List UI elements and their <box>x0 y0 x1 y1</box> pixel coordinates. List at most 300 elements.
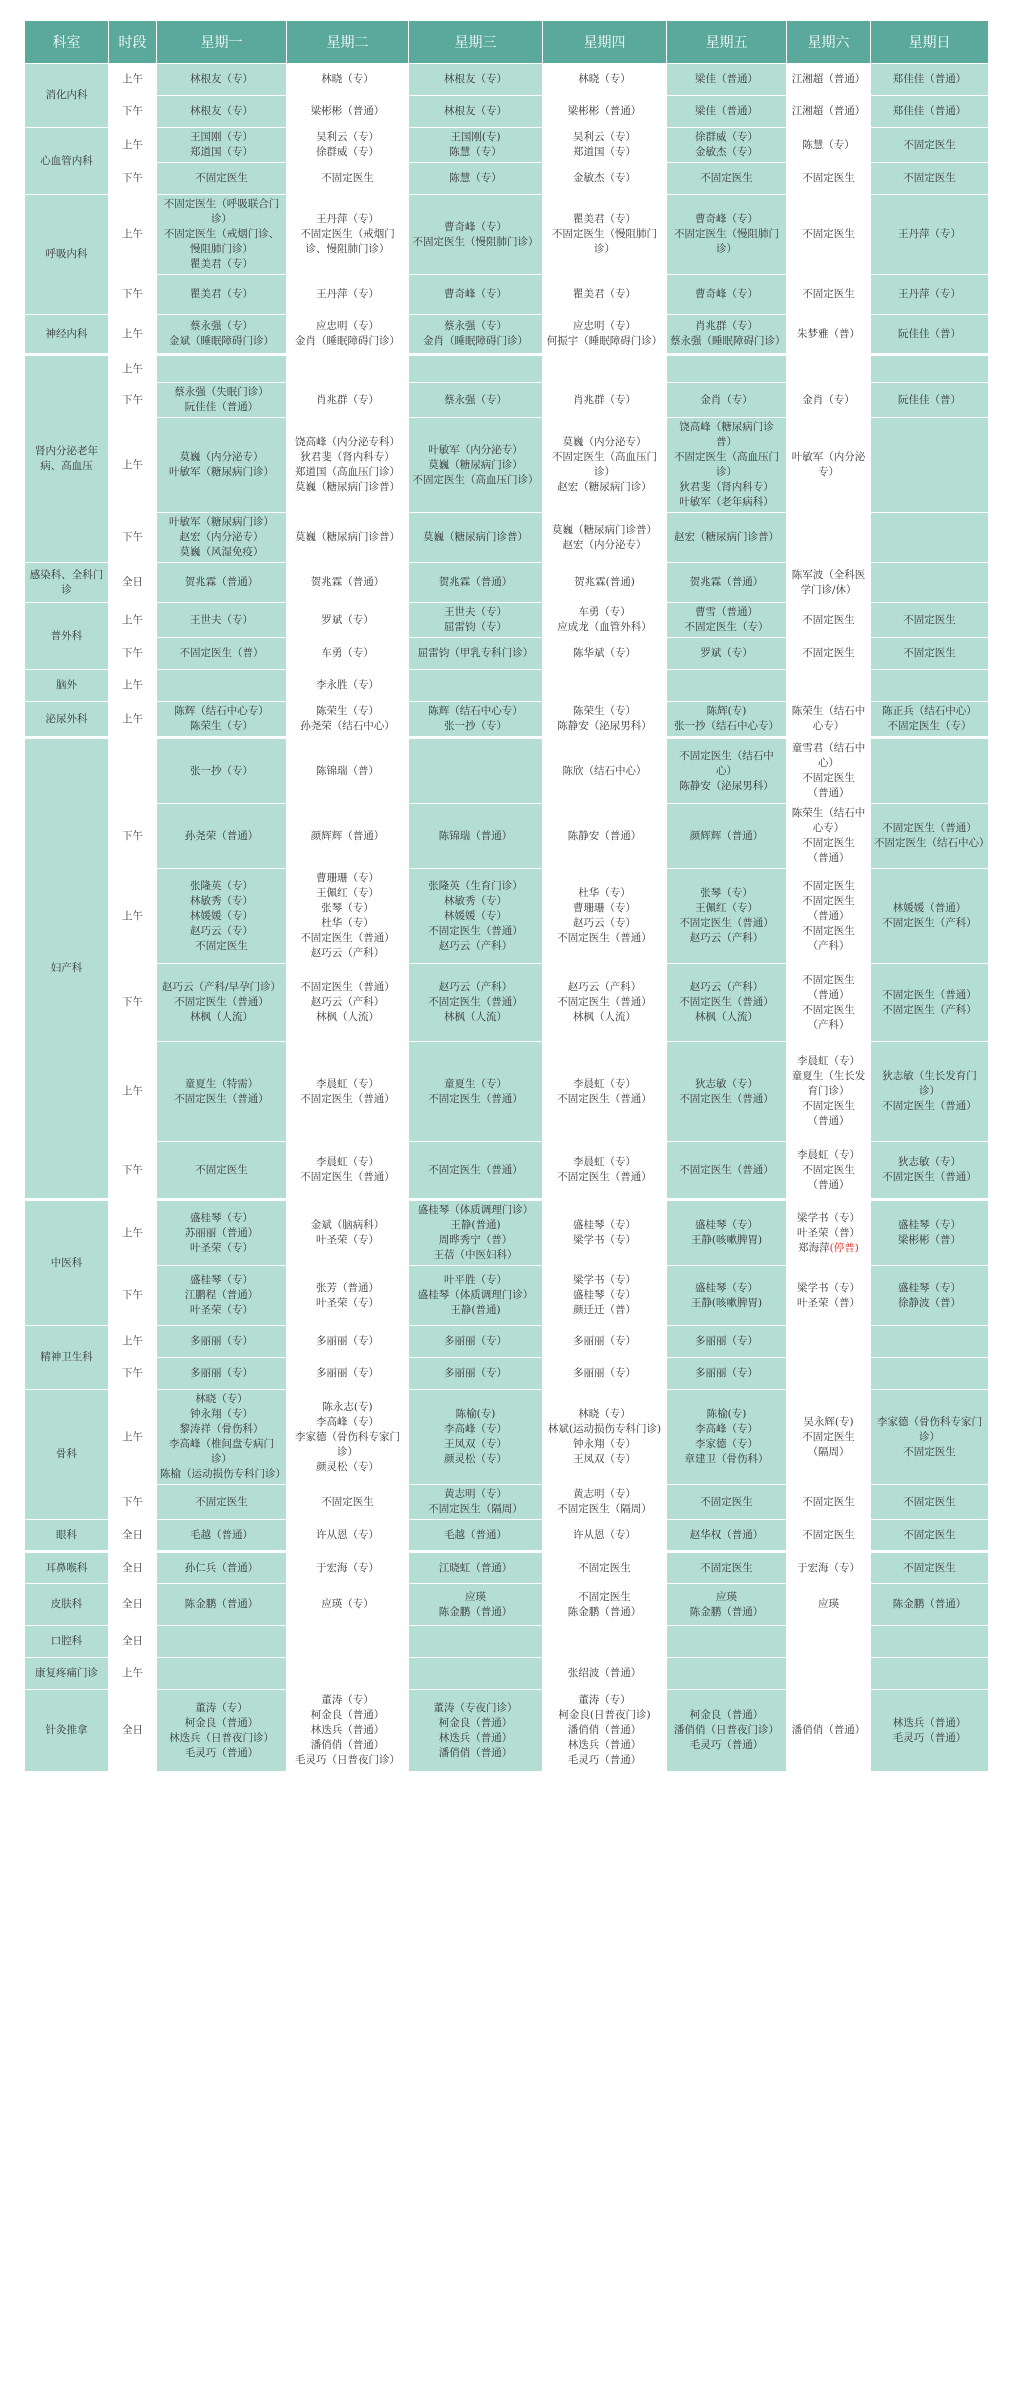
schedule-cell <box>871 355 989 383</box>
schedule-cell: 不固定医生 <box>157 1485 287 1520</box>
schedule-cell: 叶敏军（内分泌专） <box>787 418 871 513</box>
period-cell: 上午 <box>109 64 157 96</box>
schedule-cell: 贺兆霖（普通） <box>157 563 287 603</box>
schedule-cell: 江湘超（普通） <box>787 64 871 96</box>
schedule-cell: 不固定医生（结石中心） 陈静安（泌尿男科） <box>667 738 787 804</box>
schedule-cell <box>787 670 871 702</box>
schedule-cell: 盛桂琴（专） 梁学书（专） <box>543 1200 667 1266</box>
schedule-cell: 盛桂琴（专） 梁彬彬（普） <box>871 1200 989 1266</box>
schedule-cell <box>409 1626 543 1658</box>
schedule-cell: 张绍波（普通） <box>543 1658 667 1690</box>
table-row <box>25 1626 989 1658</box>
schedule-cell <box>287 355 409 383</box>
schedule-cell: 陈华斌（专） <box>543 638 667 670</box>
period-cell: 全日 <box>109 1552 157 1584</box>
schedule-cell: 陈欣（结石中心） <box>543 738 667 804</box>
schedule-cell: 张琴（专） 王佩红（专） 不固定医生（普通） 赵巧云（产科） <box>667 869 787 964</box>
schedule-cell: 贺兆霖（普通） <box>667 563 787 603</box>
schedule-cell: 阮佳佳（普） <box>871 383 989 418</box>
schedule-cell: 多丽丽（专） <box>287 1358 409 1390</box>
schedule-cell: 孙尧荣（普通） <box>157 804 287 869</box>
schedule-cell: 肖兆群（专） <box>543 383 667 418</box>
schedule-cell: 肖兆群（专） <box>287 383 409 418</box>
schedule-cell <box>871 1358 989 1390</box>
schedule-cell: 孙仁兵（普通） <box>157 1552 287 1584</box>
header-sunday: 星期日 <box>871 21 989 64</box>
schedule-cell: 董涛（专夜门诊） 柯金良（普通） 林迭兵（普通） 潘俏俏（普通） <box>409 1690 543 1772</box>
schedule-cell: 盛桂琴（专） 苏丽丽（普通） 叶圣荣（专） <box>157 1200 287 1266</box>
schedule-cell: 林晓（专） 钟永翔（专） 黎涛祥（骨伤科） 李高峰（椎间盘专病门诊） 陈榆（运动损伤专科门诊） <box>157 1390 287 1485</box>
schedule-cell: 不固定医生 <box>871 1485 989 1520</box>
department-cell: 神经内科 <box>25 315 109 355</box>
schedule-cell: 多丽丽（专） <box>543 1326 667 1358</box>
period-cell: 上午 <box>109 1658 157 1690</box>
department-cell: 心血管内科 <box>25 128 109 195</box>
schedule-cell: 李家德（骨伤科专家门诊） 不固定医生 <box>871 1390 989 1485</box>
schedule-cell: 不固定医生 <box>871 128 989 163</box>
schedule-cell: 梁佳（普通） <box>667 96 787 128</box>
schedule-cell: 王国刚(专) 陈慧（专） <box>409 128 543 163</box>
schedule-cell: 金肖（专） <box>667 383 787 418</box>
schedule-cell: 饶高峰（糖尿病门诊普） 不固定医生（高血压门诊） 狄君斐（肾内科专） 叶敏军（老年病科） <box>667 418 787 513</box>
department-cell: 中医科 <box>25 1200 109 1326</box>
schedule-cell: 不固定医生 <box>287 163 409 195</box>
schedule-cell: 屈雷钧（甲乳专科门诊） <box>409 638 543 670</box>
period-cell: 上午 <box>109 1200 157 1266</box>
table-row <box>25 128 989 163</box>
schedule-cell: 瞿美君（专） <box>543 275 667 315</box>
schedule-cell: 不固定医生 <box>667 163 787 195</box>
schedule-cell: 陈荣生（专） 孙尧荣（结石中心） <box>287 702 409 738</box>
schedule-cell: 盛桂琴（专） 徐静波（普） <box>871 1266 989 1326</box>
table-row <box>25 869 989 964</box>
schedule-cell <box>787 355 871 383</box>
schedule-cell <box>787 1326 871 1358</box>
schedule-cell: 于宏海（专） <box>787 1552 871 1584</box>
schedule-cell: 吴利云（专） 徐群威（专） <box>287 128 409 163</box>
schedule-cell: 王国刚（专） 郑道国（专） <box>157 128 287 163</box>
schedule-cell: 毛越（普通） <box>409 1520 543 1552</box>
schedule-cell: 陈辉（结石中心专） 张一抄（专） <box>409 702 543 738</box>
table-row <box>25 804 989 869</box>
schedule-cell: 不固定医生 <box>667 1485 787 1520</box>
schedule-cell: 梁学书（专） 叶圣荣（普） <box>787 1266 871 1326</box>
schedule-cell: 赵巧云（产科/早孕门诊） 不固定医生（普通） 林枫（人流） <box>157 964 287 1042</box>
table-row <box>25 1658 989 1690</box>
schedule-cell: 不固定医生（普通） 不固定医生（结石中心） <box>871 804 989 869</box>
schedule-cell: 王丹萍（专） <box>287 275 409 315</box>
period-cell: 上午 <box>109 702 157 738</box>
schedule-cell: 多丽丽（专） <box>157 1326 287 1358</box>
schedule-cell: 不固定医生（普通） <box>667 1142 787 1200</box>
schedule-cell <box>287 1626 409 1658</box>
department-cell: 感染科、全科门诊 <box>25 563 109 603</box>
schedule-cell: 梁彬彬（普通） <box>543 96 667 128</box>
schedule-cell: 应瑛 陈金鹏（普通） <box>667 1584 787 1626</box>
table-row <box>25 418 989 513</box>
table-row <box>25 1520 989 1552</box>
schedule-cell <box>871 670 989 702</box>
period-cell: 下午 <box>109 383 157 418</box>
period-cell: 下午 <box>109 804 157 869</box>
schedule-cell: 不固定医生 <box>787 275 871 315</box>
header-tuesday: 星期二 <box>287 21 409 64</box>
table-row <box>25 195 989 275</box>
schedule-cell <box>157 1626 287 1658</box>
schedule-cell: 金肖（专） <box>787 383 871 418</box>
schedule-cell: 童雪君（结石中心） 不固定医生 （普通） <box>787 738 871 804</box>
period-cell: 上午 <box>109 1042 157 1142</box>
schedule-cell: 李晨虹（专） 不固定医生 （普通） <box>787 1142 871 1200</box>
schedule-cell: 应瑛 陈金鹏（普通） <box>409 1584 543 1626</box>
schedule-cell: 不固定医生 <box>287 1485 409 1520</box>
period-cell: 下午 <box>109 275 157 315</box>
schedule-cell: 阮佳佳（普） <box>871 315 989 355</box>
schedule-cell: 郑佳佳（普通） <box>871 96 989 128</box>
schedule-cell <box>543 1626 667 1658</box>
schedule-cell: 多丽丽（专） <box>409 1326 543 1358</box>
schedule-cell: 不固定医生 <box>871 603 989 638</box>
table-row <box>25 315 989 355</box>
table-row <box>25 1042 989 1142</box>
schedule-cell: 王丹萍（专） 不固定医生（戒烟门诊、慢阻肺门诊） <box>287 195 409 275</box>
schedule-cell: 董涛（专） 柯金良（普通） 林迭兵（普通） 潘俏俏（普通） 毛灵巧（日普夜门诊） <box>287 1690 409 1772</box>
schedule-cell: 赵华权（普通） <box>667 1520 787 1552</box>
table-row <box>25 964 989 1042</box>
schedule-cell <box>787 1358 871 1390</box>
schedule-cell: 江晓虹（普通） <box>409 1552 543 1584</box>
schedule-cell: 吴永辉(专) 不固定医生 （隔周） <box>787 1390 871 1485</box>
schedule-cell: 不固定医生 <box>871 1552 989 1584</box>
schedule-cell: 陈锦瑞（普） <box>287 738 409 804</box>
table-row <box>25 1358 989 1390</box>
doctor-schedule-table <box>24 20 989 1772</box>
schedule-cell <box>157 670 287 702</box>
schedule-cell: 盛桂琴（专） 王静(咳嗽脾胃) <box>667 1200 787 1266</box>
suspended-note: (停普) <box>829 1241 859 1254</box>
table-row <box>25 1390 989 1485</box>
schedule-cell: 不固定医生 <box>871 163 989 195</box>
schedule-cell: 多丽丽（专） <box>667 1326 787 1358</box>
schedule-cell: 陈锦瑞（普通） <box>409 804 543 869</box>
schedule-cell <box>667 1658 787 1690</box>
schedule-cell: 曹奇峰（专） <box>409 275 543 315</box>
schedule-cell <box>871 738 989 804</box>
schedule-cell: 应忠明（专） 何振宇（睡眠障碍门诊） <box>543 315 667 355</box>
department-cell: 精神卫生科 <box>25 1326 109 1390</box>
schedule-cell: 多丽丽（专） <box>667 1358 787 1390</box>
schedule-cell: 不固定医生 <box>787 195 871 275</box>
table-row <box>25 275 989 315</box>
department-cell: 眼科 <box>25 1520 109 1552</box>
schedule-cell <box>787 1658 871 1690</box>
schedule-cell: 贺兆霖（普通） <box>409 563 543 603</box>
schedule-cell: 莫巍（糖尿病门诊普） 赵宏（内分泌专） <box>543 513 667 563</box>
schedule-cell: 金敏杰（专） <box>543 163 667 195</box>
table-row <box>25 738 989 804</box>
schedule-cell: 不固定医生 <box>871 638 989 670</box>
schedule-cell: 陈辉（结石中心专） 陈荣生（专） <box>157 702 287 738</box>
schedule-cell: 江湘超（普通） <box>787 96 871 128</box>
schedule-cell: 不固定医生 （普通） 不固定医生 （产科） <box>787 964 871 1042</box>
schedule-cell: 林根友（专） <box>409 96 543 128</box>
schedule-cell: 陈慧（专） <box>787 128 871 163</box>
schedule-cell: 不固定医生 <box>157 1142 287 1200</box>
department-cell: 脑外 <box>25 670 109 702</box>
schedule-cell: 董涛（专） 柯金良（普通） 林迭兵（日普夜门诊） 毛灵巧（普通） <box>157 1690 287 1772</box>
period-cell: 全日 <box>109 1690 157 1772</box>
header-saturday: 星期六 <box>787 21 871 64</box>
schedule-cell <box>871 563 989 603</box>
department-cell: 针灸推拿 <box>25 1690 109 1772</box>
department-cell: 骨科 <box>25 1390 109 1520</box>
schedule-cell: 贺兆霖(普通) <box>543 563 667 603</box>
department-cell: 康复疼痛门诊 <box>25 1658 109 1690</box>
schedule-cell: 王世夫（专） <box>157 603 287 638</box>
schedule-cell: 莫巍（糖尿病门诊普） <box>409 513 543 563</box>
schedule-cell: 多丽丽（专） <box>287 1326 409 1358</box>
schedule-cell <box>871 513 989 563</box>
schedule-cell: 王世夫（专） 屈雷钧（专） <box>409 603 543 638</box>
schedule-cell <box>787 1626 871 1658</box>
period-cell: 下午 <box>109 1485 157 1520</box>
schedule-cell: 林晓（专） 林斌(运动损伤专科门诊) 钟永翔（专） 王凤双（专） <box>543 1390 667 1485</box>
schedule-cell: 林媛媛（普通） 不固定医生（产科） <box>871 869 989 964</box>
schedule-cell <box>871 418 989 513</box>
table-row <box>25 1266 989 1326</box>
schedule-cell: 杜华（专） 曹珊珊（专） 赵巧云（专） 不固定医生（普通） <box>543 869 667 964</box>
schedule-cell: 盛桂琴（专） 王静(咳嗽脾胃) <box>667 1266 787 1326</box>
schedule-cell: 贺兆霖（普通） <box>287 563 409 603</box>
schedule-cell: 陈辉(专) 张一抄（结石中心专） <box>667 702 787 738</box>
schedule-cell: 张芳（普通） 叶圣荣（专） <box>287 1266 409 1326</box>
schedule-cell: 狄志敏（生长发育门诊） 不固定医生（普通） <box>871 1042 989 1142</box>
table-row <box>25 163 989 195</box>
schedule-cell: 饶高峰（内分泌专科） 狄君斐（肾内科专） 郑道国（高血压门诊） 莫巍（糖尿病门诊普） <box>287 418 409 513</box>
period-cell: 上午 <box>109 195 157 275</box>
schedule-cell <box>409 670 543 702</box>
schedule-cell: 张一抄（专） <box>157 738 287 804</box>
schedule-cell: 罗斌（专） <box>667 638 787 670</box>
schedule-cell: 陈金鹏（普通） <box>157 1584 287 1626</box>
period-cell: 上午 <box>109 1326 157 1358</box>
period-cell: 上午 <box>109 355 157 383</box>
table-row <box>25 96 989 128</box>
schedule-cell: 莫巍（糖尿病门诊普） <box>287 513 409 563</box>
period-cell: 全日 <box>109 563 157 603</box>
schedule-cell <box>543 670 667 702</box>
schedule-cell: 盛桂琴（专） 江鹏程（普通） 叶圣荣（专） <box>157 1266 287 1326</box>
table-row <box>25 702 989 738</box>
table-row <box>25 383 989 418</box>
table-row <box>25 603 989 638</box>
schedule-cell <box>543 355 667 383</box>
period-cell: 下午 <box>109 96 157 128</box>
schedule-cell-text: 梁学书（专） 叶圣荣（普） 郑海萍 <box>797 1211 860 1254</box>
schedule-cell: 不固定医生 陈金鹏（普通） <box>543 1584 667 1626</box>
schedule-cell: 曹奇峰（专） 不固定医生（慢阻肺门诊） <box>409 195 543 275</box>
schedule-cell: 黄志明（专） 不固定医生（隔周） <box>409 1485 543 1520</box>
department-cell: 妇产科 <box>25 738 109 1200</box>
schedule-cell: 不固定医生（呼吸联合门诊） 不固定医生（戒烟门诊、慢阻肺门诊） 瞿美君（专） <box>157 195 287 275</box>
period-cell: 下午 <box>109 1266 157 1326</box>
schedule-cell: 梁佳（普通） <box>667 64 787 96</box>
schedule-cell: 不固定医生 <box>787 638 871 670</box>
schedule-cell: 林根友（专） <box>157 96 287 128</box>
period-cell: 下午 <box>109 964 157 1042</box>
schedule-cell: 不固定医生 <box>543 1552 667 1584</box>
period-cell: 全日 <box>109 1584 157 1626</box>
schedule-cell: 童夏生（特需） 不固定医生（普通） <box>157 1042 287 1142</box>
table-row <box>25 64 989 96</box>
schedule-cell: 不固定医生 <box>787 603 871 638</box>
schedule-cell: 蔡永强（专） <box>409 383 543 418</box>
schedule-body <box>25 64 989 1772</box>
schedule-cell: 许从恩（专） <box>543 1520 667 1552</box>
schedule-cell: 王丹萍（专） <box>871 195 989 275</box>
period-cell <box>109 738 157 804</box>
department-cell: 肾内分泌老年病、高血压 <box>25 355 109 563</box>
schedule-cell: 盛桂琴（体质调理门诊） 王静(普通) 周晔秀宁（普） 王蓓（中医妇科） <box>409 1200 543 1266</box>
table-row <box>25 1200 989 1266</box>
schedule-cell: 林根友（专） <box>409 64 543 96</box>
schedule-cell <box>157 1658 287 1690</box>
schedule-cell: 徐群威（专） 金敏杰（专） <box>667 128 787 163</box>
header-row <box>25 21 989 64</box>
schedule-cell: 赵巧云（产科） 不固定医生（普通） 林枫（人流） <box>409 964 543 1042</box>
schedule-cell: 陈慧（专） <box>409 163 543 195</box>
schedule-cell: 叶敏军（糖尿病门诊） 赵宏（内分泌专） 莫巍（风湿免疫） <box>157 513 287 563</box>
schedule-cell <box>287 1658 409 1690</box>
header-thursday: 星期四 <box>543 21 667 64</box>
schedule-cell: 车勇（专） 应成龙（血管外科） <box>543 603 667 638</box>
schedule-cell: 张隆英（生育门诊） 林敏秀（专） 林媛媛（专） 不固定医生（普通） 赵巧云（产科） <box>409 869 543 964</box>
schedule-cell: 赵巧云（产科） 不固定医生（普通） 林枫（人流） <box>543 964 667 1042</box>
schedule-cell: 林晓（专） <box>287 64 409 96</box>
schedule-cell: 于宏海（专） <box>287 1552 409 1584</box>
department-cell: 普外科 <box>25 603 109 670</box>
schedule-cell: 梁彬彬（普通） <box>287 96 409 128</box>
table-row <box>25 1690 989 1772</box>
period-cell: 上午 <box>109 869 157 964</box>
schedule-cell <box>871 1626 989 1658</box>
schedule-cell: 李晨虹（专） 不固定医生（普通） <box>287 1142 409 1200</box>
schedule-cell: 吴利云（专） 郑道国（专） <box>543 128 667 163</box>
period-cell: 上午 <box>109 315 157 355</box>
schedule-cell: 蔡永强（专） 金肖（睡眠障碍门诊） <box>409 315 543 355</box>
period-cell: 上午 <box>109 418 157 513</box>
header-dept: 科室 <box>25 21 109 64</box>
schedule-cell: 赵巧云（产科） 不固定医生（普通） 林枫（人流） <box>667 964 787 1042</box>
schedule-cell: 应瑛（专） <box>287 1584 409 1626</box>
schedule-cell: 李晨虹（专） 不固定医生（普通） <box>287 1042 409 1142</box>
schedule-cell: 不固定医生 <box>787 163 871 195</box>
table-row <box>25 355 989 383</box>
schedule-cell: 郑佳佳（普通） <box>871 64 989 96</box>
schedule-cell: 瞿美君（专） 不固定医生（慢阻肺门诊） <box>543 195 667 275</box>
period-cell: 下午 <box>109 1142 157 1200</box>
schedule-container <box>24 20 988 1772</box>
schedule-cell: 叶平胜（专） 盛桂琴（体质调理门诊） 王静(普通) <box>409 1266 543 1326</box>
schedule-cell: 陈荣生（专） 陈静安（泌尿男科） <box>543 702 667 738</box>
schedule-cell: 不固定医生（普通） 赵巧云（产科） 林枫（人流） <box>287 964 409 1042</box>
schedule-cell <box>409 355 543 383</box>
department-cell: 口腔科 <box>25 1626 109 1658</box>
schedule-cell: 毛越（普通） <box>157 1520 287 1552</box>
schedule-cell: 陈正兵（结石中心） 不固定医生（专） <box>871 702 989 738</box>
schedule-cell: 多丽丽（专） <box>157 1358 287 1390</box>
schedule-cell: 董涛（专） 柯金良(日普夜门诊) 潘俏俏（普通） 林迭兵（普通） 毛灵巧（普通） <box>543 1690 667 1772</box>
schedule-cell: 梁学书（专） 盛桂琴（专） 颜迁迁（普） <box>543 1266 667 1326</box>
header-friday: 星期五 <box>667 21 787 64</box>
schedule-cell: 陈荣生（结石中心专） <box>787 702 871 738</box>
schedule-cell: 罗斌（专） <box>287 603 409 638</box>
schedule-cell <box>871 1658 989 1690</box>
table-row <box>25 1584 989 1626</box>
schedule-cell: 蔡永强（失眠门诊） 阮佳佳（普通） <box>157 383 287 418</box>
table-row <box>25 1485 989 1520</box>
schedule-cell <box>157 355 287 383</box>
schedule-cell: 朱梦雅（普） <box>787 315 871 355</box>
period-cell: 下午 <box>109 513 157 563</box>
period-cell: 全日 <box>109 1520 157 1552</box>
schedule-cell: 车勇（专） <box>287 638 409 670</box>
schedule-cell: 林根友（专） <box>157 64 287 96</box>
schedule-cell: 陈永志(专) 李高峰（专） 李家德（骨伤科专家门诊） 颜灵松（专） <box>287 1390 409 1485</box>
department-cell: 呼吸内科 <box>25 195 109 315</box>
schedule-cell: 林晓（专） <box>543 64 667 96</box>
schedule-cell <box>667 670 787 702</box>
schedule-cell: 曹奇峰（专） <box>667 275 787 315</box>
schedule-cell: 狄志敏（专） 不固定医生（普通） <box>667 1042 787 1142</box>
period-cell: 下午 <box>109 163 157 195</box>
schedule-cell: 莫巍（内分泌专） 叶敏军（糖尿病门诊） <box>157 418 287 513</box>
table-row <box>25 1142 989 1200</box>
schedule-cell: 不固定医生 <box>157 163 287 195</box>
schedule-cell: 不固定医生 <box>787 1520 871 1552</box>
period-cell: 上午 <box>109 670 157 702</box>
schedule-cell: 赵宏（糖尿病门诊普） <box>667 513 787 563</box>
schedule-cell: 童夏生（专） 不固定医生（普通） <box>409 1042 543 1142</box>
schedule-cell: 李晨虹（专） 不固定医生（普通） <box>543 1042 667 1142</box>
schedule-cell: 不固定医生 <box>667 1552 787 1584</box>
schedule-cell: 林迭兵（普通） 毛灵巧（普通） <box>871 1690 989 1772</box>
schedule-cell: 陈榆(专) 李高峰（专） 李家德（专） 章建卫（骨伤科） <box>667 1390 787 1485</box>
department-cell: 耳鼻喉科 <box>25 1552 109 1584</box>
schedule-cell: 曹奇峰（专） 不固定医生（慢阻肺门诊） <box>667 195 787 275</box>
schedule-cell: 不固定医生（普通） <box>409 1142 543 1200</box>
schedule-cell: 多丽丽（专） <box>543 1358 667 1390</box>
schedule-cell: 金斌（脑病科） 叶圣荣（专） <box>287 1200 409 1266</box>
schedule-cell: 陈军波（全科医学门诊/休） <box>787 563 871 603</box>
schedule-cell: 陈榆(专) 李高峰（专） 王凤双（专） 颜灵松（专） <box>409 1390 543 1485</box>
table-row <box>25 1326 989 1358</box>
schedule-cell <box>409 738 543 804</box>
period-cell: 下午 <box>109 1358 157 1390</box>
table-row <box>25 563 989 603</box>
schedule-cell: 曹珊珊（专） 王佩红（专） 张琴（专） 杜华（专） 不固定医生（普通） 赵巧云（产科） <box>287 869 409 964</box>
schedule-cell: 李晨虹（专） 童夏生（生长发育门诊） 不固定医生 （普通） <box>787 1042 871 1142</box>
table-row <box>25 1552 989 1584</box>
schedule-cell: 李永胜（专） <box>287 670 409 702</box>
table-row <box>25 670 989 702</box>
department-cell: 皮肤科 <box>25 1584 109 1626</box>
schedule-cell: 不固定医生（普） <box>157 638 287 670</box>
header-wednesday: 星期三 <box>409 21 543 64</box>
schedule-cell: 张隆英（专） 林敏秀（专） 林媛媛（专） 赵巧云（专） 不固定医生 <box>157 869 287 964</box>
period-cell: 上午 <box>109 603 157 638</box>
schedule-cell: 曹雪（普通） 不固定医生（专） <box>667 603 787 638</box>
